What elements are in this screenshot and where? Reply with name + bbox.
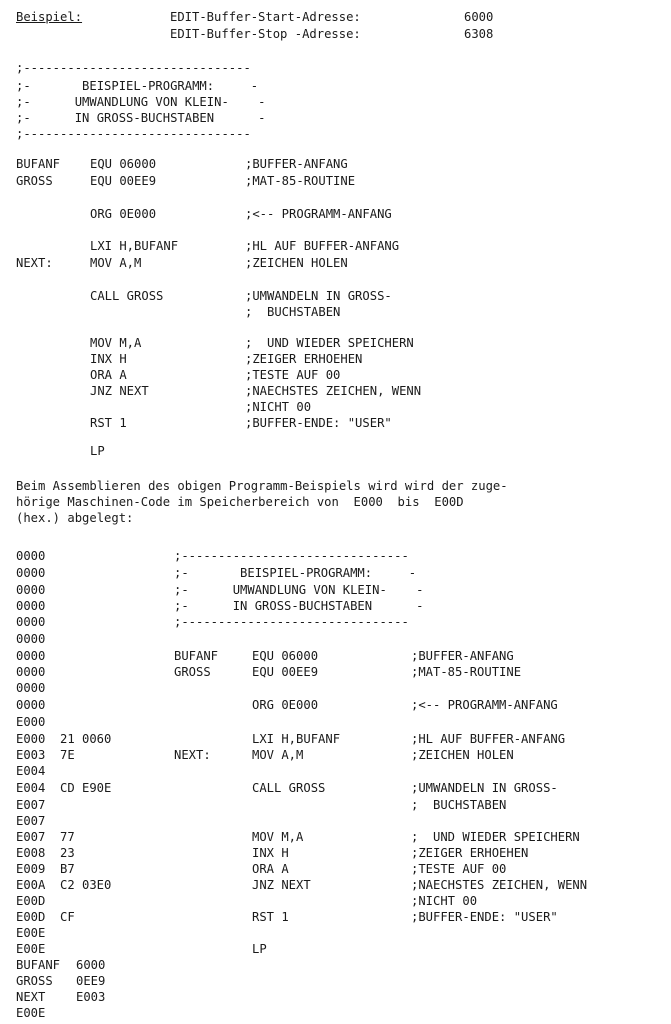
address: E009 bbox=[16, 862, 46, 876]
listing-instruction: MOV A,M bbox=[252, 748, 304, 762]
listing-banner-line: ;------------------------------- bbox=[174, 615, 409, 629]
listing-comment: ;UMWANDELN IN GROSS- bbox=[411, 781, 558, 795]
address: E004 bbox=[16, 781, 46, 795]
listing-banner-line: ;- UMWANDLUNG VON KLEIN- - bbox=[174, 583, 424, 597]
source-instruction: MOV M,A bbox=[90, 336, 142, 350]
listing-instruction: MOV M,A bbox=[252, 830, 304, 844]
machine-code: 21 0060 bbox=[60, 732, 112, 746]
buffer-stop-value: 6308 bbox=[464, 27, 494, 41]
machine-code: 23 bbox=[60, 846, 75, 860]
listing-comment: ;<-- PROGRAMM-ANFANG bbox=[411, 698, 558, 712]
listing-instruction: JNZ NEXT bbox=[252, 878, 311, 892]
paragraph-line: (hex.) abgelegt: bbox=[16, 511, 134, 525]
source-banner-line: ;- BEISPIEL-PROGRAMM: - bbox=[16, 79, 259, 93]
machine-code: 7E bbox=[60, 748, 75, 762]
symbol-name: NEXT bbox=[16, 990, 46, 1004]
address: E00E bbox=[16, 1006, 46, 1020]
address: E00E bbox=[16, 942, 46, 956]
address: E00E bbox=[16, 926, 46, 940]
source-label: GROSS bbox=[16, 174, 53, 188]
listing-instruction: ORG 0E000 bbox=[252, 698, 319, 712]
source-instruction: EQU 06000 bbox=[90, 157, 157, 171]
listing-banner-line: ;------------------------------- bbox=[174, 549, 409, 563]
address: E007 bbox=[16, 814, 46, 828]
source-comment: ;BUFFER-ENDE: "USER" bbox=[245, 416, 392, 430]
listing-comment: ;ZEICHEN HOLEN bbox=[411, 748, 514, 762]
source-instruction: MOV A,M bbox=[90, 256, 142, 270]
source-comment: ;HL AUF BUFFER-ANFANG bbox=[245, 239, 400, 253]
address: E00D bbox=[16, 894, 46, 908]
buffer-start-label: EDIT-Buffer-Start-Adresse: bbox=[170, 10, 361, 24]
listing-instruction: LXI H,BUFANF bbox=[252, 732, 341, 746]
symbol-value: E003 bbox=[76, 990, 106, 1004]
example-heading: Beispiel: bbox=[16, 10, 83, 24]
address: 0000 bbox=[16, 615, 46, 629]
listing-comment: ; UND WIEDER SPEICHERN bbox=[411, 830, 580, 844]
source-comment: ;NAECHSTES ZEICHEN, WENN bbox=[245, 384, 422, 398]
address: 0000 bbox=[16, 698, 46, 712]
listing-end: LP bbox=[252, 942, 267, 956]
machine-code: C2 03E0 bbox=[60, 878, 112, 892]
buffer-stop-label: EDIT-Buffer-Stop -Adresse: bbox=[170, 27, 361, 41]
paragraph-line: hörige Maschinen-Code im Speicherbereich von E000 bis E00D bbox=[16, 495, 464, 509]
listing-comment: ;NICHT 00 bbox=[411, 894, 478, 908]
address: 0000 bbox=[16, 549, 46, 563]
paragraph-line: Beim Assemblieren des obigen Programm-Beispiels wird wird der zuge- bbox=[16, 479, 508, 493]
address: 0000 bbox=[16, 566, 46, 580]
machine-code: 77 bbox=[60, 830, 75, 844]
machine-code: B7 bbox=[60, 862, 75, 876]
source-instruction: CALL GROSS bbox=[90, 289, 164, 303]
source-banner-line: ;------------------------------- bbox=[16, 61, 251, 75]
address: 0000 bbox=[16, 649, 46, 663]
source-instruction: INX H bbox=[90, 352, 127, 366]
source-label: NEXT: bbox=[16, 256, 53, 270]
source-instruction: ORG 0E000 bbox=[90, 207, 157, 221]
source-instruction: JNZ NEXT bbox=[90, 384, 149, 398]
machine-code: CD E90E bbox=[60, 781, 112, 795]
listing-comment: ;HL AUF BUFFER-ANFANG bbox=[411, 732, 566, 746]
address: E00D bbox=[16, 910, 46, 924]
address: E007 bbox=[16, 798, 46, 812]
address: E003 bbox=[16, 748, 46, 762]
address: E000 bbox=[16, 715, 46, 729]
address: E004 bbox=[16, 764, 46, 778]
listing-label: NEXT: bbox=[174, 748, 211, 762]
source-comment: ;MAT-85-ROUTINE bbox=[245, 174, 356, 188]
listing-instruction: EQU 06000 bbox=[252, 649, 319, 663]
listing-banner-line: ;- BEISPIEL-PROGRAMM: - bbox=[174, 566, 417, 580]
listing-comment: ;ZEIGER ERHOEHEN bbox=[411, 846, 529, 860]
listing-banner-line: ;- IN GROSS-BUCHSTABEN - bbox=[174, 599, 424, 613]
buffer-start-value: 6000 bbox=[464, 10, 494, 24]
source-instruction: ORA A bbox=[90, 368, 127, 382]
listing-instruction: INX H bbox=[252, 846, 289, 860]
listing-instruction: EQU 00EE9 bbox=[252, 665, 319, 679]
source-label: BUFANF bbox=[16, 157, 61, 171]
listing-label: GROSS bbox=[174, 665, 211, 679]
source-instruction: EQU 00EE9 bbox=[90, 174, 157, 188]
source-comment: ; UND WIEDER SPEICHERN bbox=[245, 336, 414, 350]
source-instruction: LXI H,BUFANF bbox=[90, 239, 179, 253]
source-comment: ;UMWANDELN IN GROSS- bbox=[245, 289, 392, 303]
source-comment: ;<-- PROGRAMM-ANFANG bbox=[245, 207, 392, 221]
listing-instruction: CALL GROSS bbox=[252, 781, 326, 795]
source-comment: ;TESTE AUF 00 bbox=[245, 368, 341, 382]
source-comment: ; BUCHSTABEN bbox=[245, 305, 341, 319]
address: E007 bbox=[16, 830, 46, 844]
source-banner-line: ;- IN GROSS-BUCHSTABEN - bbox=[16, 111, 266, 125]
machine-code: CF bbox=[60, 910, 75, 924]
source-comment: ;BUFFER-ANFANG bbox=[245, 157, 348, 171]
listing-comment: ; BUCHSTABEN bbox=[411, 798, 507, 812]
symbol-name: BUFANF bbox=[16, 958, 61, 972]
symbol-value: 6000 bbox=[76, 958, 106, 972]
source-instruction: RST 1 bbox=[90, 416, 127, 430]
source-end: LP bbox=[90, 444, 105, 458]
source-banner-line: ;------------------------------- bbox=[16, 127, 251, 141]
address: E008 bbox=[16, 846, 46, 860]
source-comment: ;NICHT 00 bbox=[245, 400, 312, 414]
listing-comment: ;MAT-85-ROUTINE bbox=[411, 665, 522, 679]
symbol-name: GROSS bbox=[16, 974, 53, 988]
listing-comment: ;TESTE AUF 00 bbox=[411, 862, 507, 876]
source-banner-line: ;- UMWANDLUNG VON KLEIN- - bbox=[16, 95, 266, 109]
listing-instruction: ORA A bbox=[252, 862, 289, 876]
address: 0000 bbox=[16, 681, 46, 695]
source-comment: ;ZEICHEN HOLEN bbox=[245, 256, 348, 270]
address: 0000 bbox=[16, 632, 46, 646]
address: 0000 bbox=[16, 665, 46, 679]
listing-comment: ;BUFFER-ENDE: "USER" bbox=[411, 910, 558, 924]
listing-label: BUFANF bbox=[174, 649, 219, 663]
address: E000 bbox=[16, 732, 46, 746]
source-comment: ;ZEIGER ERHOEHEN bbox=[245, 352, 363, 366]
symbol-value: 0EE9 bbox=[76, 974, 106, 988]
listing-comment: ;NAECHSTES ZEICHEN, WENN bbox=[411, 878, 588, 892]
address: 0000 bbox=[16, 583, 46, 597]
address: 0000 bbox=[16, 599, 46, 613]
address: E00A bbox=[16, 878, 46, 892]
listing-instruction: RST 1 bbox=[252, 910, 289, 924]
listing-comment: ;BUFFER-ANFANG bbox=[411, 649, 514, 663]
